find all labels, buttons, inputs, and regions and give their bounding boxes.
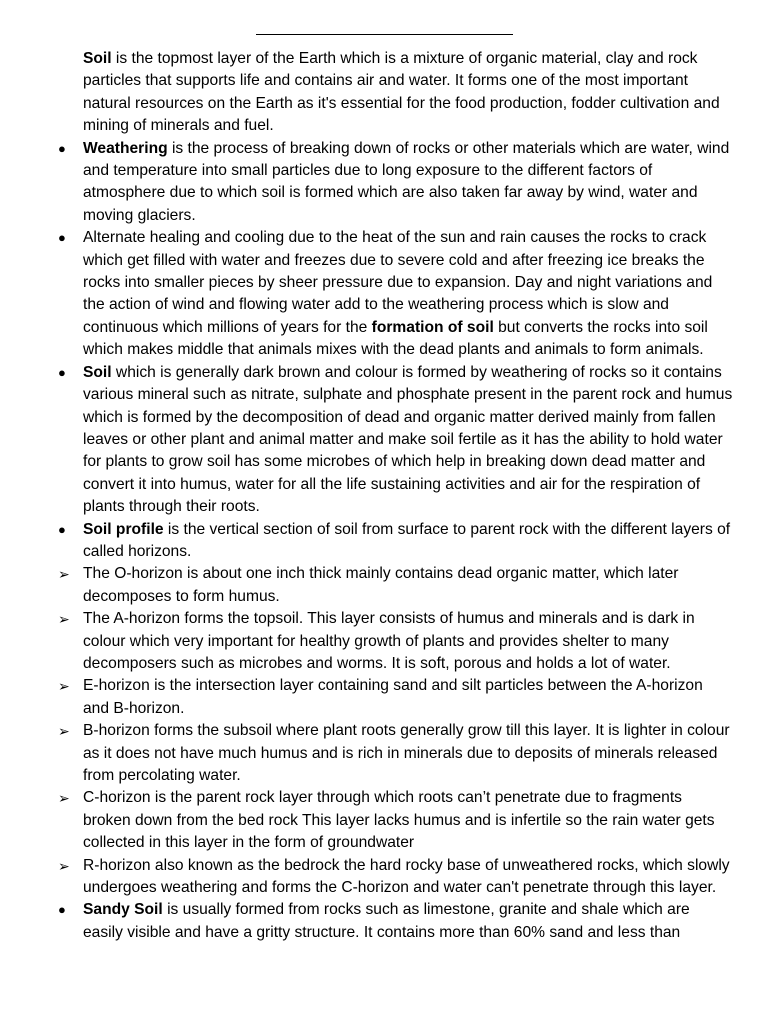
- intro-term: Soil: [83, 50, 112, 67]
- header-rule: [256, 34, 513, 35]
- item-text: which is generally dark brown and colour is formed by weathering of rocks so it contains various mineral such as nitrate, sulphate and phosphate present in the parent rock and humus which is formed by the decomposition of dead and organic matter derived mainly from fallen leaves or other plant and animal matter and make soil fertile as it has the ability to hold water for plants to grow soil has some microbes of which help in breaking down dead matter and convert it into humus, water for all the life sustaining activities and air for the respiration of plants through their roots.: [83, 363, 733, 516]
- list-item-soil-profile: [58, 519, 733, 564]
- list-item-weathering: [58, 138, 733, 228]
- bullet-icon: ●: [58, 902, 66, 918]
- arrow-bullet-icon: ➢: [58, 566, 70, 583]
- list-item-e-horizon: [58, 675, 733, 720]
- list-item-heating-cooling: [58, 227, 733, 361]
- item-term: formation of soil: [371, 318, 494, 336]
- item-term: Soil: [83, 363, 112, 381]
- list-item-soil: [58, 362, 733, 519]
- list-item-a-horizon: [58, 608, 733, 675]
- arrow-bullet-icon: ➢: [58, 790, 70, 807]
- item-text: is the vertical section of soil from surface to parent rock with the different layers of called horizons.: [83, 520, 731, 560]
- item-text: B-horizon forms the subsoil where plant roots generally grow till this layer. It is lighter in colour as it does not have much humus and is rich in minerals due to deposits of minerals released from percolating water.: [83, 722, 730, 784]
- item-text: The A-horizon forms the topsoil. This layer consists of humus and minerals and is dark in colour which very important for healthy growth of plants and provides shelter to many decomposers such as microbes and worms. It is soft, porous and holds a lot of water.: [83, 610, 695, 672]
- item-text: C-horizon is the parent rock layer through which roots can’t penetrate due to fragments broken down from the bed rock This layer lacks humus and is infertile so the rain water gets collected in this layer in the form of groundwater: [83, 789, 715, 852]
- arrow-bullet-icon: ➢: [58, 611, 70, 628]
- arrow-bullet-icon: ➢: [58, 678, 70, 695]
- item-text: The O-horizon is about one inch thick mainly contains dead organic matter, which later decomposes to form humus.: [83, 565, 679, 605]
- list-item-c-horizon: [58, 787, 733, 854]
- intro-paragraph: [83, 48, 733, 138]
- item-text: is usually formed from rocks such as limestone, granite and shale which are easily visible and have a gritty structure. It contains more than 60% sand and less than: [83, 901, 690, 941]
- item-term: Sandy Soil: [83, 901, 163, 919]
- item-term: Soil profile: [83, 520, 164, 538]
- intro-text: is the topmost layer of the Earth which is a mixture of organic material, clay and rock particles that supports life and contains air and water. It forms one of the most important natural resources on the Earth as it's essential for the food production, fodder cultivation and mining of minerals and fuel.: [83, 50, 720, 135]
- item-text: E-horizon is the intersection layer containing sand and silt particles between the A-horizon and B-horizon.: [83, 677, 703, 717]
- item-text: is the process of breaking down of rocks or other materials which are water, wind and temperature into small particles due to long exposure to the different factors of atmosphere due to which soil is formed which are also taken far away by wind, water and moving glaciers.: [83, 139, 730, 224]
- bullet-icon: ●: [58, 521, 66, 537]
- bullet-icon: ●: [58, 230, 66, 246]
- item-text-after: but converts the rocks into soil which makes middle that animals mixes with the dead plants and animals to form animals.: [83, 318, 708, 359]
- list-item-b-horizon: [58, 720, 733, 787]
- bullet-icon: ●: [58, 140, 66, 156]
- document-body: [58, 48, 733, 944]
- list-item-o-horizon: [58, 563, 733, 608]
- item-text-before: Alternate healing and cooling due to the heat of the sun and rain causes the rocks to crack which get filled with water and freezes due to severe cold and after freezing ice breaks the rocks into smaller pieces by sheer pressure due to expansion. Day and night variations and the action of wind and flowing water add to the weathering process which is slow and continuous which millions of years for the: [83, 229, 713, 336]
- list-item-sandy-soil: [58, 899, 733, 944]
- bullet-icon: ●: [58, 364, 66, 380]
- arrow-bullet-icon: ➢: [58, 857, 70, 874]
- item-text: R-horizon also known as the bedrock the hard rocky base of unweathered rocks, which slowly undergoes weathering and forms the C-horizon and water can't penetrate through this layer.: [83, 856, 730, 897]
- arrow-bullet-icon: ➢: [58, 723, 70, 740]
- item-term: Weathering: [83, 139, 168, 157]
- list-item-r-horizon: [58, 855, 733, 900]
